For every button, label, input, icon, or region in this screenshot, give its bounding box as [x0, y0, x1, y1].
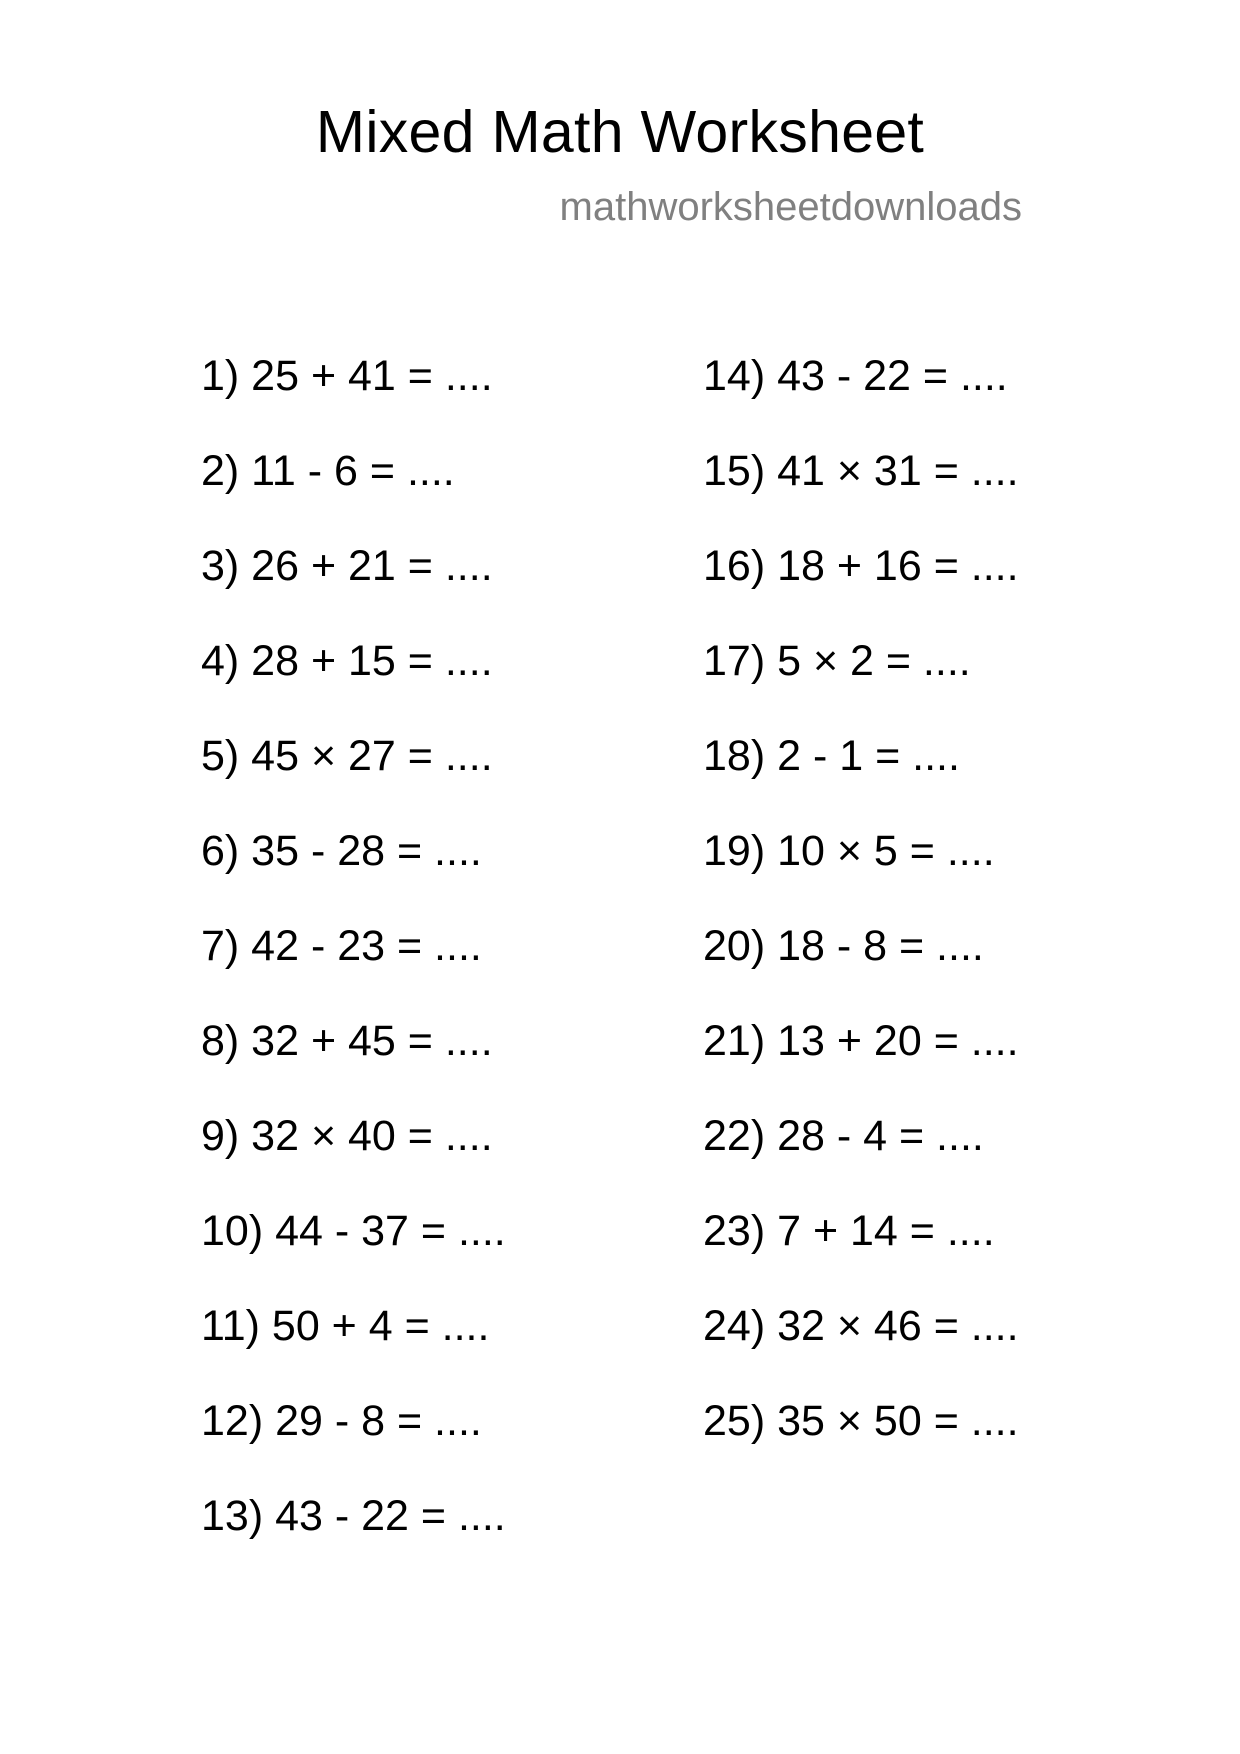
- problem-item: 5) 45 × 27 = ....: [201, 732, 493, 780]
- problem-item: 7) 42 - 23 = ....: [201, 922, 482, 970]
- problem-item: 3) 26 + 21 = ....: [201, 542, 493, 590]
- problem-item: 22) 28 - 4 = ....: [703, 1112, 984, 1160]
- problem-item: 12) 29 - 8 = ....: [201, 1397, 482, 1445]
- problem-item: 14) 43 - 22 = ....: [703, 352, 1008, 400]
- problem-item: 16) 18 + 16 = ....: [703, 542, 1019, 590]
- problem-item: 19) 10 × 5 = ....: [703, 827, 995, 875]
- problem-item: 1) 25 + 41 = ....: [201, 352, 493, 400]
- problem-item: 6) 35 - 28 = ....: [201, 827, 482, 875]
- problem-item: 10) 44 - 37 = ....: [201, 1207, 506, 1255]
- worksheet-source: mathworksheetdownloads: [559, 185, 1022, 229]
- problem-item: 15) 41 × 31 = ....: [703, 447, 1019, 495]
- problem-column-left: [201, 350, 506, 1585]
- problem-item: 21) 13 + 20 = ....: [703, 1017, 1019, 1065]
- problem-item: 20) 18 - 8 = ....: [703, 922, 984, 970]
- problem-item: 25) 35 × 50 = ....: [703, 1397, 1019, 1445]
- problem-item: 9) 32 × 40 = ....: [201, 1112, 493, 1160]
- problem-item: 4) 28 + 15 = ....: [201, 637, 493, 685]
- problem-item: 17) 5 × 2 = ....: [703, 637, 971, 685]
- problem-column-right: [703, 350, 1019, 1490]
- problem-item: 23) 7 + 14 = ....: [703, 1207, 995, 1255]
- worksheet-title: Mixed Math Worksheet: [315, 99, 925, 165]
- problem-item: 24) 32 × 46 = ....: [703, 1302, 1019, 1350]
- problem-item: 11) 50 + 4 = ....: [201, 1302, 490, 1350]
- problem-item: 8) 32 + 45 = ....: [201, 1017, 493, 1065]
- problem-item: 18) 2 - 1 = ....: [703, 732, 960, 780]
- problem-item: 13) 43 - 22 = ....: [201, 1492, 506, 1540]
- problem-item: 2) 11 - 6 = ....: [201, 447, 455, 495]
